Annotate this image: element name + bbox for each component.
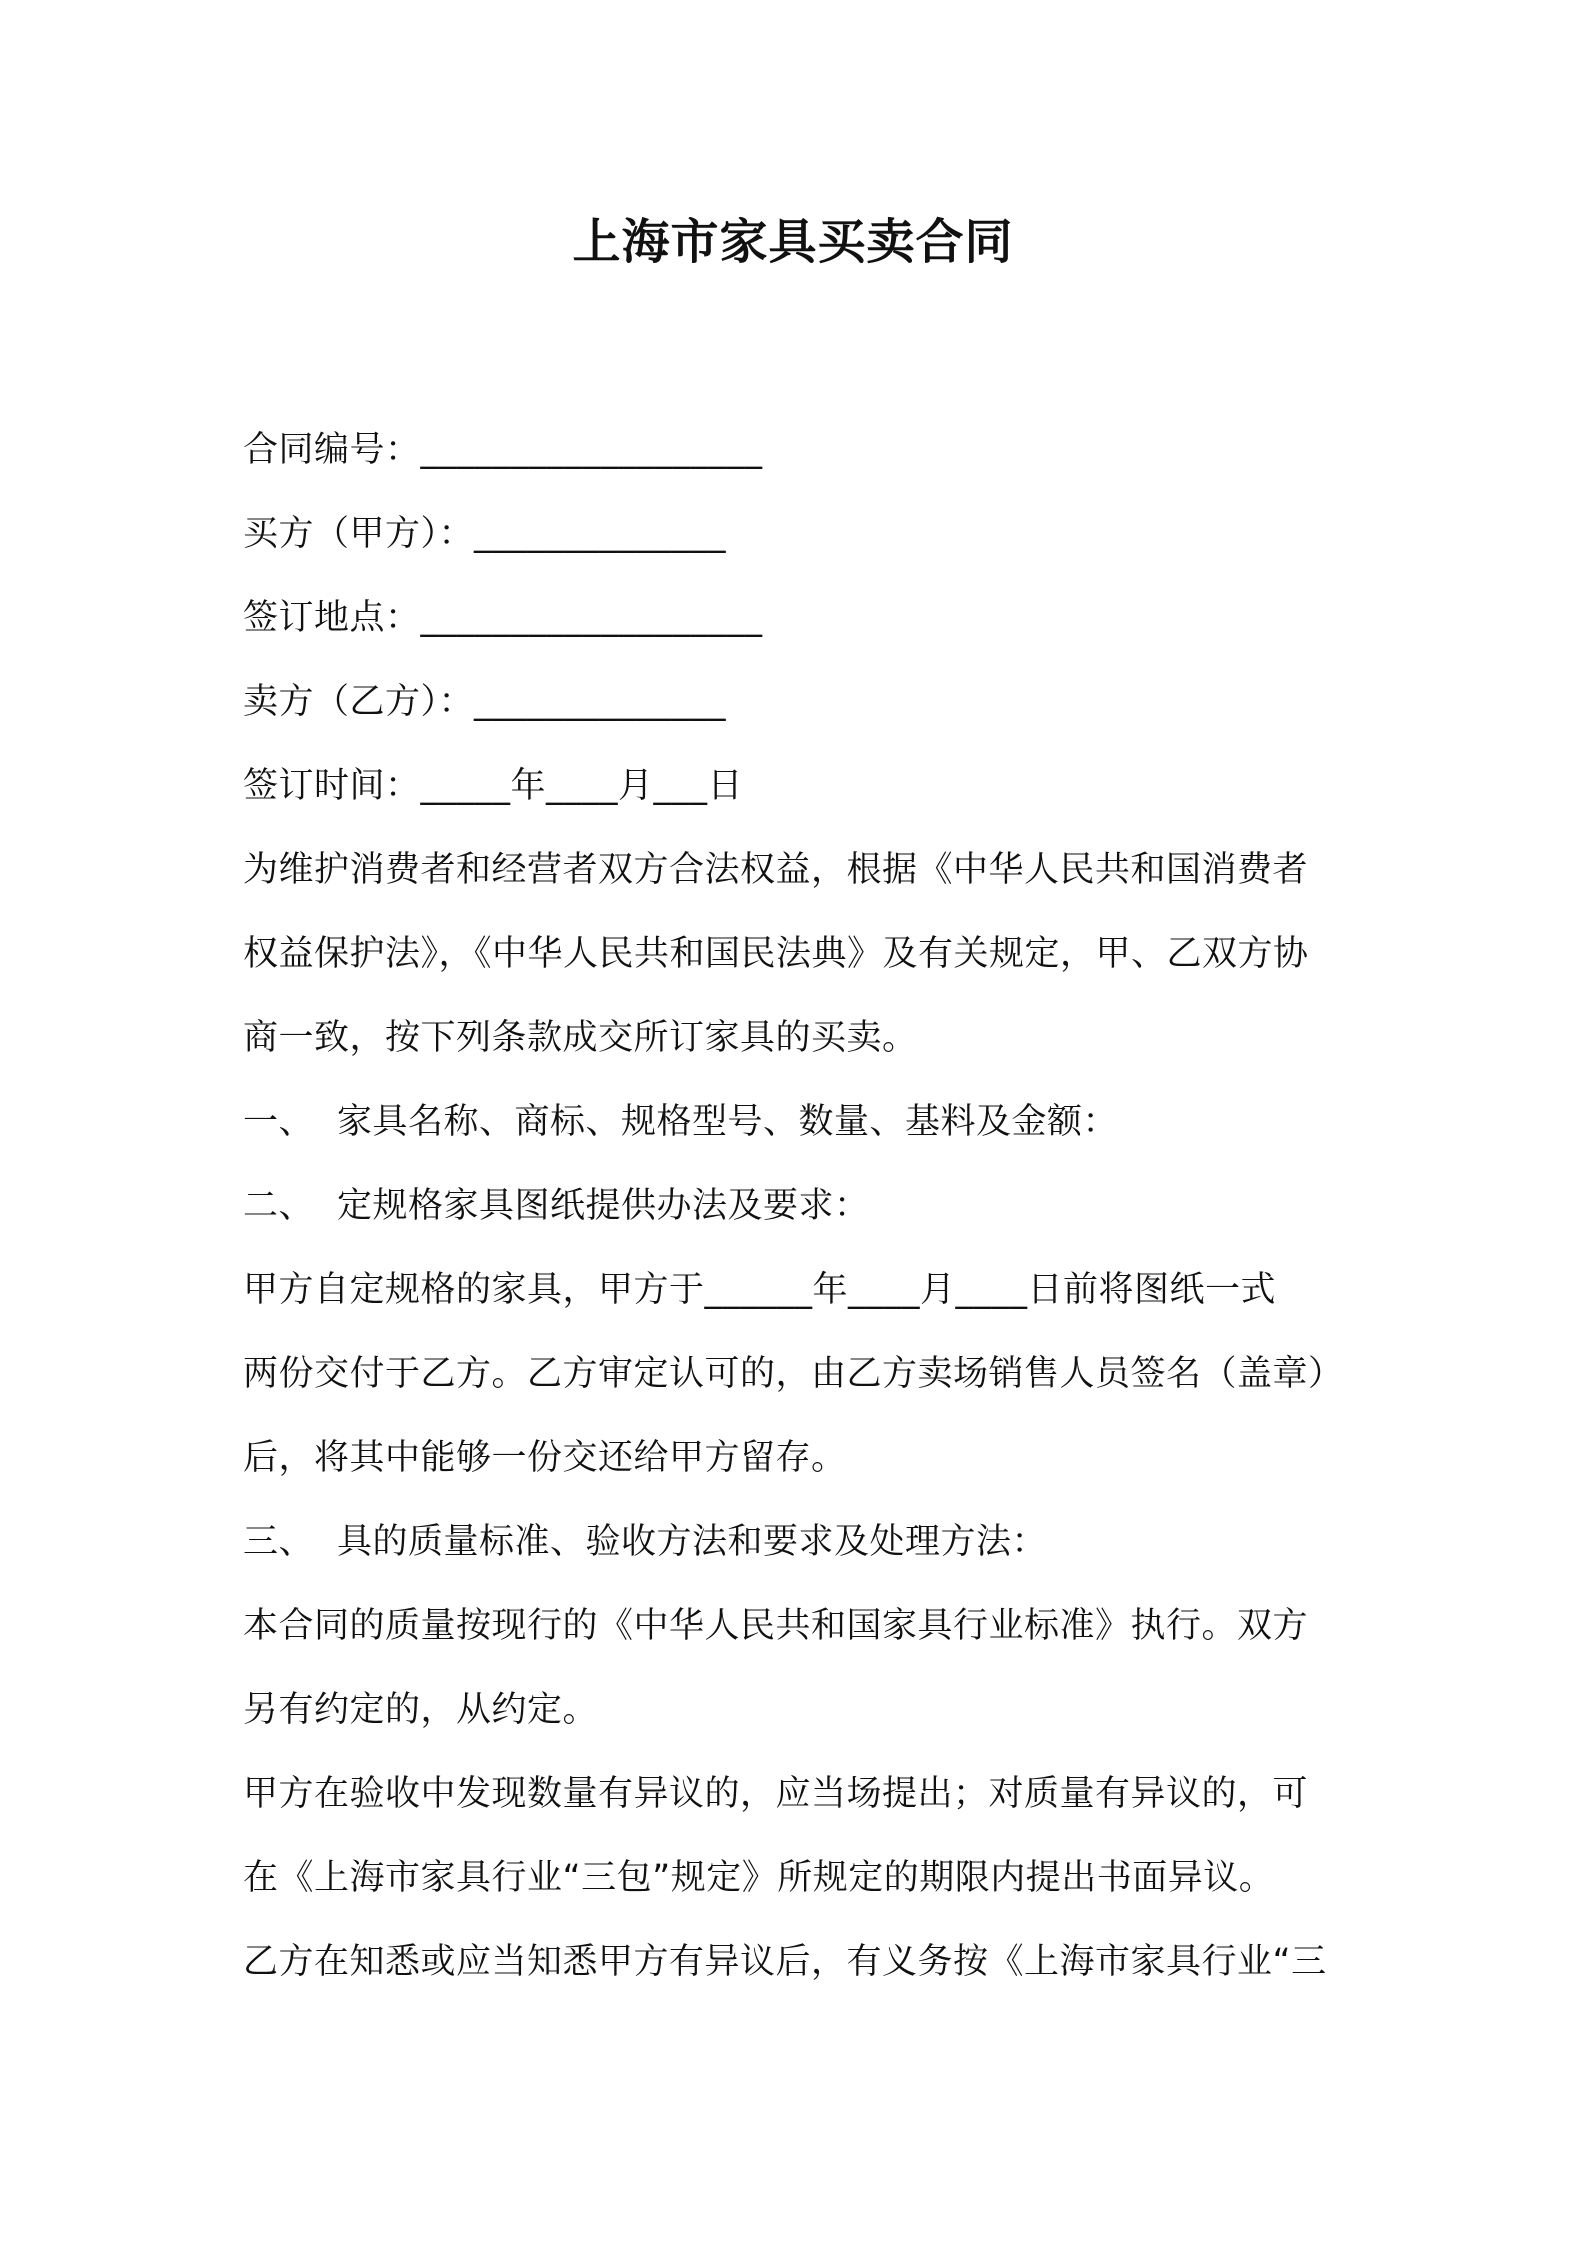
section-heading-3 [243,1500,1363,1584]
section-3-paragraph-line-1: 本合同的质量按现行的《中华人民共和国家具行业标准》执行。双方 [243,1606,1309,1646]
section-2-paragraph-line-1: 甲方自定规格的家具，甲方于______年____月____日前将图纸一式 [243,1270,1277,1310]
preamble-line-3: 商一致，按下列条款成交所订家具的买卖。 [243,1018,918,1058]
seller-line: 卖方（乙方）：______________ [243,682,727,722]
section-number: 二、 [243,1186,315,1226]
document-body [243,408,1363,2004]
section-2-paragraph-line-3: 后，将其中能够一份交还给甲方留存。 [243,1438,847,1478]
section-heading-text: 具的质量标准、验收方法和要求及处理方法： [337,1522,1048,1562]
buyer-line: 买方（甲方）：______________ [243,514,727,554]
document-title: 上海市家具买卖合同 [572,214,1014,270]
signing-date-line: 签订时间：_____年____月___日 [243,766,744,806]
section-2-paragraph-line-2: 两份交付于乙方。乙方审定认可的，由乙方卖场销售人员签名（盖章） [243,1354,1344,1394]
section-3-paragraph-line-2: 另有约定的，从约定。 [243,1690,599,1730]
preamble-line-1: 为维护消费者和经营者双方合法权益，根据《中华人民共和国消费者 [243,850,1309,890]
section-3-paragraph-line-5: 乙方在知悉或应当知悉甲方有异议后，有义务按《上海市家具行业“三 [243,1942,1327,1982]
preamble-line-2: 权益保护法》，《中华人民共和国民法典》及有关规定，甲、乙双方协 [243,934,1309,974]
section-heading-2 [243,1164,1363,1248]
section-heading-1 [243,1080,1363,1164]
contract-number-line: 合同编号：___________________ [243,430,763,470]
section-number: 三、 [243,1522,315,1562]
section-3-paragraph-line-4: 在《上海市家具行业“三包”规定》所规定的期限内提出书面异议。 [243,1858,1275,1898]
section-number: 一、 [243,1102,315,1142]
section-heading-text: 定规格家具图纸提供办法及要求： [337,1186,870,1226]
section-heading-text: 家具名称、商标、规格型号、数量、基料及金额： [337,1102,1119,1142]
signing-place-line: 签订地点：___________________ [243,598,763,638]
section-3-paragraph-line-3: 甲方在验收中发现数量有异议的，应当场提出；对质量有异议的，可 [243,1774,1309,1814]
